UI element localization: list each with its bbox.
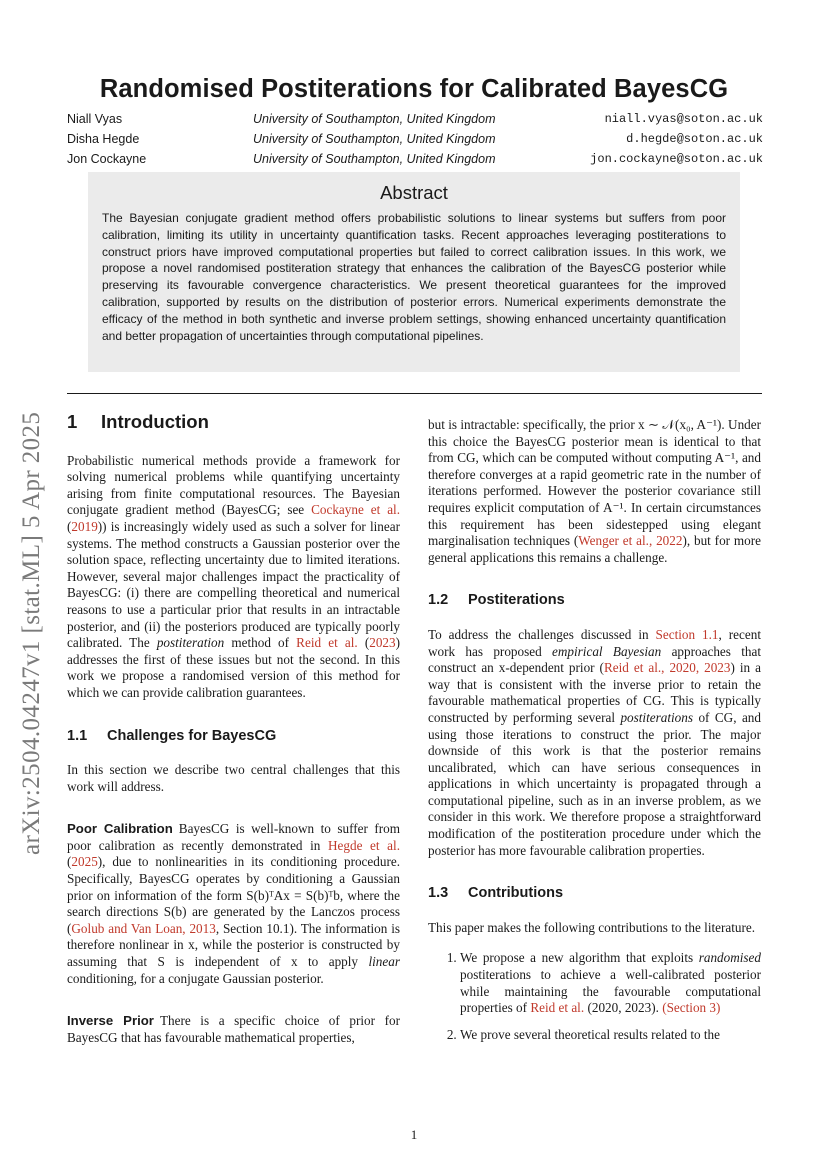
- author-block: [67, 109, 763, 169]
- text-run: ), but for more general applications this remains a challenge.: [428, 533, 761, 565]
- author-affiliation: University of Southampton, United Kingdom: [253, 132, 496, 146]
- section-heading-postiterations: [428, 592, 761, 609]
- emphasis: empirical Bayesian: [552, 643, 662, 659]
- text-run: approaches that construct an x-dependent prior (: [428, 643, 761, 676]
- text-run: ), due to nonlinearities in its conditioning procedure. Specifically, BayesCG operates by conditioning a Gaussian prior on information of the form S(b)ᵀAx = S(b)ᵀb, where the search directions S(b) are generated by the Lanczos process (: [67, 854, 400, 936]
- section-heading-introduction: [67, 411, 400, 432]
- section-number: 1.2: [428, 592, 449, 609]
- abstract-heading: Abstract: [380, 182, 448, 203]
- citation-link[interactable]: Wenger et al., 2022: [578, 533, 683, 549]
- text-run: conditioning, for a conjugate Gaussian posterior.: [67, 970, 324, 986]
- poor-calibration-paragraph: [67, 821, 400, 987]
- text-run: postiterations to achieve a well-calibrated posterior while maintaining the favourable computational properties of: [460, 967, 761, 1016]
- citation-link[interactable]: Reid et al., 2020, 2023: [603, 660, 731, 676]
- text-run: of CG, and using those iterations to construct the prior. The major downside of this work is that the posterior remains uncalibrated, which can have serious consequences in applications in which uncertainty is propagated through a computational pipeline, such as in an inverse problem, as we consider in this work. We therefore propose a straightforward modification of the postiteration procedure under which the posterior has more favourable calibration properties.: [428, 709, 761, 858]
- text-run: ) in a way that is consistent with the inverse prior to retain the favourable mathematical properties of CG. This is typically constructed by performing several: [428, 660, 761, 725]
- emphasis: randomised: [698, 950, 761, 966]
- citation-year-link[interactable]: 2025: [71, 854, 98, 870]
- citation-link[interactable]: Cockayne et al.: [311, 502, 401, 518]
- section-title: Introduction: [101, 411, 209, 432]
- author-name: Jon Cockayne: [67, 152, 147, 166]
- text-run: There is a specific choice of prior for BayesCG that has favourable mathematical properties,: [67, 1013, 401, 1045]
- emphasis: postiterations: [620, 709, 693, 725]
- text-run: ) addresses the first of these issues but not the second. In this work we propose a randomised version of this method for which we can provide calibration guarantees.: [67, 635, 400, 700]
- author-email: jon.cockayne@soton.ac.uk: [590, 152, 763, 166]
- left-column: [67, 411, 401, 1046]
- text-run: To address the challenges discussed in: [428, 626, 656, 642]
- text-run: , recent work has proposed: [428, 626, 761, 659]
- citation-link[interactable]: Hegde et al.: [328, 837, 400, 853]
- emphasis: linear: [368, 954, 400, 970]
- author-email: niall.vyas@soton.ac.uk: [604, 112, 763, 126]
- author-row: [67, 109, 763, 129]
- paper-title: Randomised Postiterations for Calibrated BayesCG: [99, 75, 729, 104]
- text-run: (: [67, 854, 72, 870]
- abstract-text: The Bayesian conjugate gradient method offers probabilistic solutions to linear systems but suffers from poor calibration, limiting its utility in uncertainty quantification tasks. Recent approaches leveraging postiterations to construct priors have improved computational properties but failed to correct calibration issues. In this work, we propose a novel randomised postiteration strategy that enhances the calibration of the BayesCG posterior while preserving its favourable convergence characteristics. We present theoretical guarantees for the improved calibration, supported by results on the distribution of posterior errors. Numerical experiments demonstrate the efficacy of the method in both synthetic and inverse problem settings, showing enhanced uncertainty quantification and better propagation of uncertainties through computational pipelines.: [102, 211, 726, 343]
- section-reference-link[interactable]: Section 1.1: [655, 626, 719, 642]
- contributions-list: [428, 950, 761, 1043]
- section-heading-challenges: [67, 728, 400, 745]
- right-column: [428, 417, 761, 1053]
- text-run: , Section 10.1). The information is therefore nonlinear in x, while the posterior is constructed by assuming that S is independent of x to apply: [67, 920, 400, 970]
- author-affiliation: University of Southampton, United Kingdom: [253, 152, 496, 166]
- abstract-box: [88, 172, 740, 372]
- section-title: Challenges for BayesCG: [107, 727, 277, 744]
- text-run: We propose a new algorithm that exploits: [460, 950, 699, 966]
- text-run: BayesCG is well-known to suffer from poor calibration as recently demonstrated in: [67, 821, 401, 853]
- text-run: (2020, 2023).: [584, 1000, 659, 1016]
- run-in-heading: Poor Calibration: [67, 821, 173, 837]
- author-row: [67, 149, 763, 169]
- arxiv-stamp: arXiv:2504.04247v1 [stat.ML] 5 Apr 2025: [18, 411, 45, 855]
- emphasis: postiteration: [156, 635, 225, 651]
- citation-link[interactable]: Reid et al.: [530, 1000, 585, 1016]
- author-name: Disha Hegde: [67, 132, 140, 146]
- author-name: Niall Vyas: [67, 112, 123, 126]
- section-number: 1: [67, 411, 78, 432]
- intro-paragraph: [67, 453, 400, 702]
- citation-link[interactable]: Golub and Van Loan, 2013: [71, 920, 216, 936]
- citation-link[interactable]: Reid et al.: [296, 635, 358, 651]
- text-run: but is intractable: specifically, the prior x ∼ 𝒩(x₀, A⁻¹). Under this choice the BayesCG posterior mean is identical to that from CG, which can be computed without computing A⁻¹, and therefore converges at a rapid geometric rate in the number of iterations performed. However the posterior covariance still requires explicit computation of A⁻¹. In certain circumstances this requirement has been sidestepped using elegant marginalisation techniques (: [428, 417, 761, 549]
- section-number: 1.3: [428, 885, 449, 902]
- text-run: (: [67, 518, 72, 534]
- section-reference-link[interactable]: (Section 3): [662, 1000, 721, 1016]
- section-number: 1.1: [67, 727, 88, 744]
- list-item: [460, 950, 761, 1016]
- run-in-heading: Inverse Prior: [67, 1013, 154, 1029]
- citation-year-link[interactable]: 2023: [369, 635, 396, 651]
- text-run: Probabilistic numerical methods provide a framework for solving numerical problems while quantifying uncertainty arising from finite computational resources. The Bayesian conjugate gradient method (BayesCG; see: [67, 452, 400, 518]
- section-heading-contributions: [428, 885, 761, 902]
- list-item: 2. We prove several theoretical results related to the: [460, 1027, 761, 1044]
- author-affiliation: University of Southampton, United Kingdom: [253, 112, 496, 126]
- section-title: Contributions: [468, 885, 564, 902]
- text-run: (: [357, 635, 370, 651]
- citation-year-link[interactable]: 2019: [71, 518, 98, 534]
- inverse-prior-continued: [428, 417, 761, 566]
- section-divider: [67, 393, 762, 394]
- contributions-intro: This paper makes the following contributions to the literature.: [428, 919, 756, 935]
- challenges-paragraph: In this section we describe two central challenges that this work will address.: [67, 762, 400, 794]
- postiterations-paragraph: [428, 627, 761, 859]
- inverse-prior-paragraph: [67, 1013, 400, 1046]
- page-number: 1: [410, 1127, 418, 1142]
- author-email: d.hegde@soton.ac.uk: [626, 132, 763, 146]
- author-row: [67, 129, 763, 149]
- section-title: Postiterations: [468, 592, 565, 609]
- text-run: method of: [224, 635, 297, 651]
- text-run: )) is increasingly widely used as such a solver for linear systems. The method constructs a Gaussian posterior over the solution space, reflecting uncertainty due to limited iterations. However, several major challenges impact the practicality of BayesCG: (i) there are compelling theoretical and numerical reasons to use a particular prior that results in an intractable posterior, and (ii) the posteriors produced are typically poorly calibrated. The: [67, 518, 400, 651]
